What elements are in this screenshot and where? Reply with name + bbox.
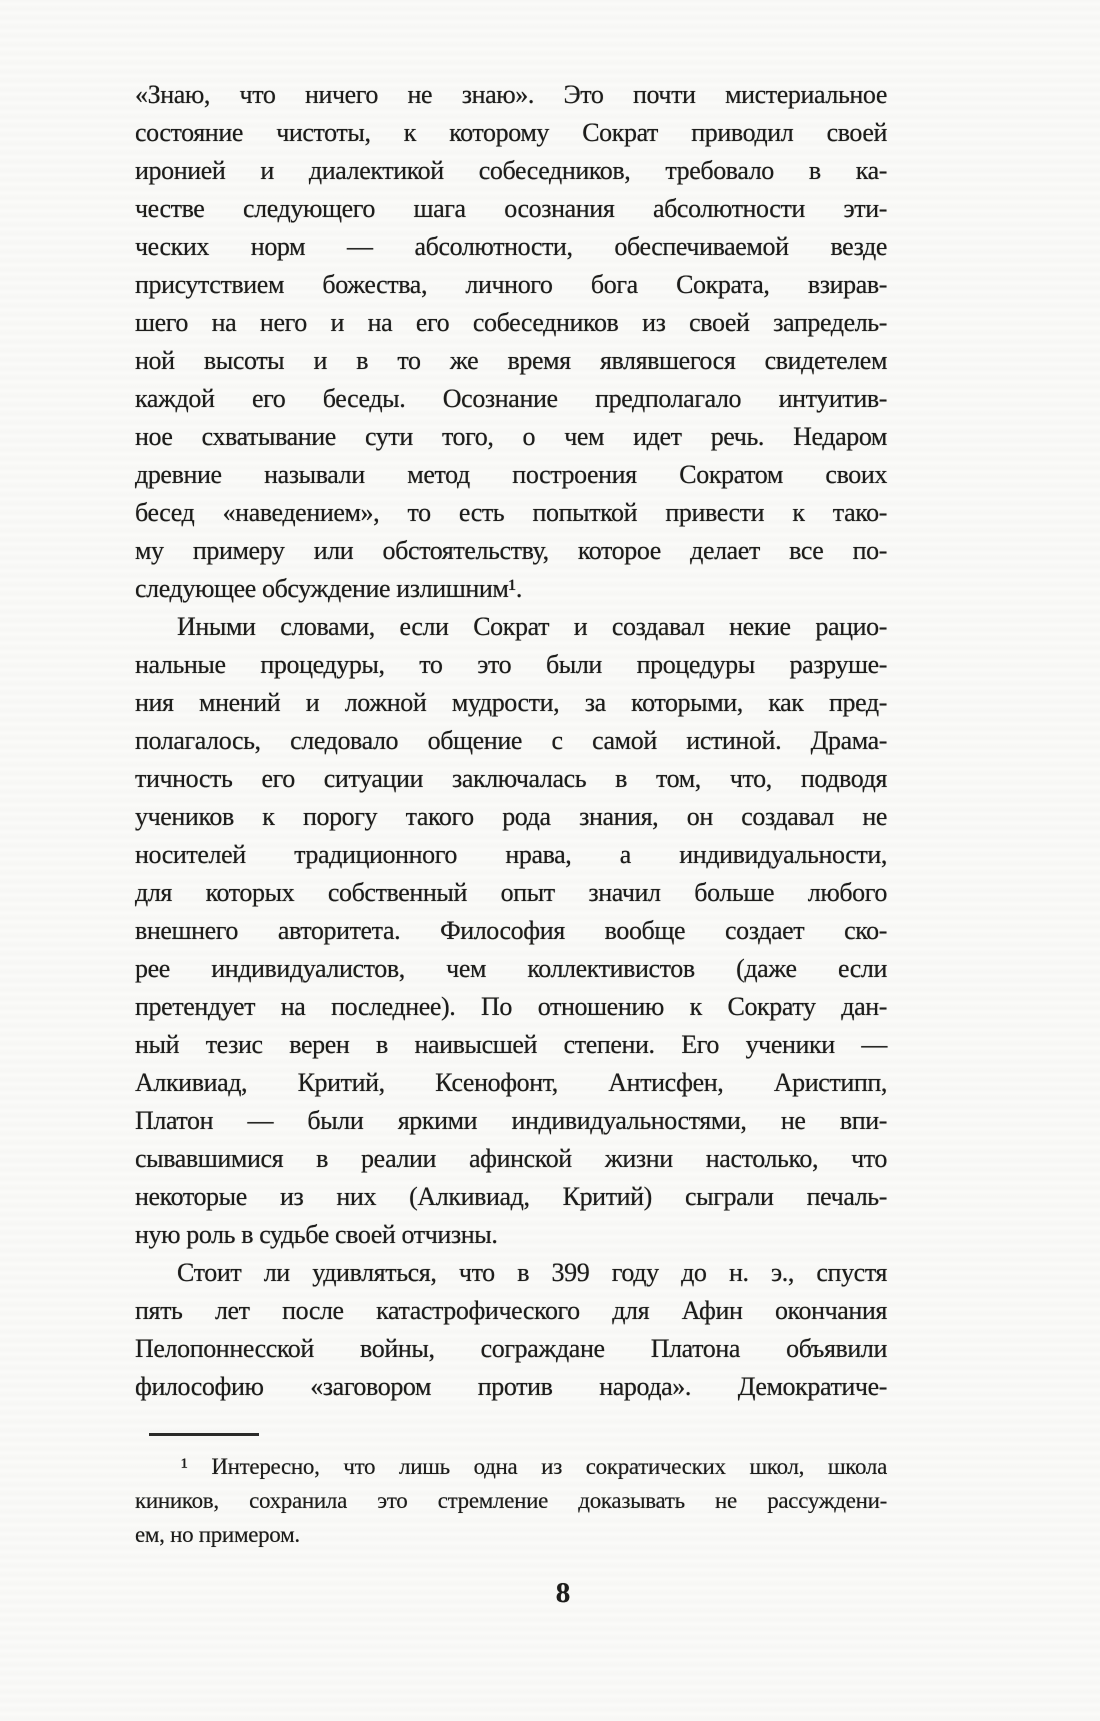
text-line: древние называли метод построения Сократом своих [135, 460, 887, 489]
text-line: иронией и диалектикой собеседников, требовало в ка- [135, 156, 887, 185]
text-line: ной высоты и в то же время являвшегося свидетелем [135, 346, 887, 375]
text-line: некоторые из них (Алкивиад, Критий) сыграли печаль- [135, 1182, 887, 1211]
text-line: Платон — были яркими индивидуальностями, не впи- [135, 1106, 887, 1135]
text-line: присутствием божества, личного бога Сократа, взирав- [135, 270, 887, 299]
text-line: философию «заговором против народа». Демократиче- [135, 1372, 887, 1401]
text-line: каждой его беседы. Осознание предполагало интуитив- [135, 384, 887, 413]
text-line: «Знаю, что ничего не знаю». Это почти мистериальное [135, 80, 887, 109]
text-line: полагалось, следовало общение с самой истиной. Драма- [135, 726, 887, 755]
text-line: ния мнений и ложной мудрости, за которыми, как пред- [135, 688, 887, 717]
text-line: ное схватывание сути того, о чем идет речь. Недаром [135, 422, 887, 451]
text-line: носителей традиционного нрава, а индивидуальности, [135, 840, 887, 869]
text-line: учеников к порогу такого рода знания, он создавал не [135, 802, 887, 831]
text-line: претендует на последнее). По отношению к Сократу дан- [135, 992, 887, 1021]
text-line: нальные процедуры, то это были процедуры разруше- [135, 650, 887, 679]
page-number: 8 [555, 1577, 571, 1609]
text-line: шего на него и на его собеседников из своей запредель- [135, 308, 887, 337]
footnote-text [135, 1450, 887, 1552]
text-line: му примеру или обстоятельству, которое делает все по- [135, 536, 887, 565]
text-line: внешнего авторитета. Философия вообще создает ско- [135, 916, 887, 945]
text-line: для которых собственный опыт значил больше любого [135, 878, 887, 907]
text-line: ¹ Интересно, что лишь одна из сократических школ, школа [181, 1454, 887, 1479]
text-line: пять лет после катастрофического для Афин окончания [135, 1296, 887, 1325]
text-line: ческих норм — абсолютности, обеспечиваемой везде [135, 232, 887, 261]
text-line: Иными словами, если Сократ и создавал некие рацио- [177, 612, 887, 641]
text-line: ный тезис верен в наивысшей степени. Его ученики — [135, 1030, 887, 1059]
text-line: следующее обсуждение излишним¹. [135, 574, 522, 603]
text-line: Алкивиад, Критий, Ксенофонт, Антисфен, Аристипп, [135, 1068, 887, 1097]
text-line: тичность его ситуации заключалась в том, что, подводя [135, 764, 887, 793]
text-line: Стоит ли удивляться, что в 399 году до н. э., спустя [177, 1258, 887, 1287]
text-block [135, 76, 887, 1552]
text-line: бесед «наведением», то есть попыткой привести к тако- [135, 498, 887, 527]
text-line: киников, сохранила это стремление доказывать не рассуждени- [135, 1488, 887, 1513]
text-line: Пелопоннесской войны, сограждане Платона объявили [135, 1334, 887, 1363]
body-text [135, 76, 887, 1406]
text-line: рее индивидуалистов, чем коллективистов (даже если [135, 954, 887, 983]
text-line: ем, но примером. [135, 1522, 300, 1547]
footnote-separator [149, 1433, 259, 1436]
text-line: честве следующего шага осознания абсолютности эти- [135, 194, 887, 223]
text-line: сывавшимися в реалии афинской жизни настолько, что [135, 1144, 887, 1173]
text-line: состояние чистоты, к которому Сократ приводил своей [135, 118, 887, 147]
text-line: ную роль в судьбе своей отчизны. [135, 1220, 498, 1249]
